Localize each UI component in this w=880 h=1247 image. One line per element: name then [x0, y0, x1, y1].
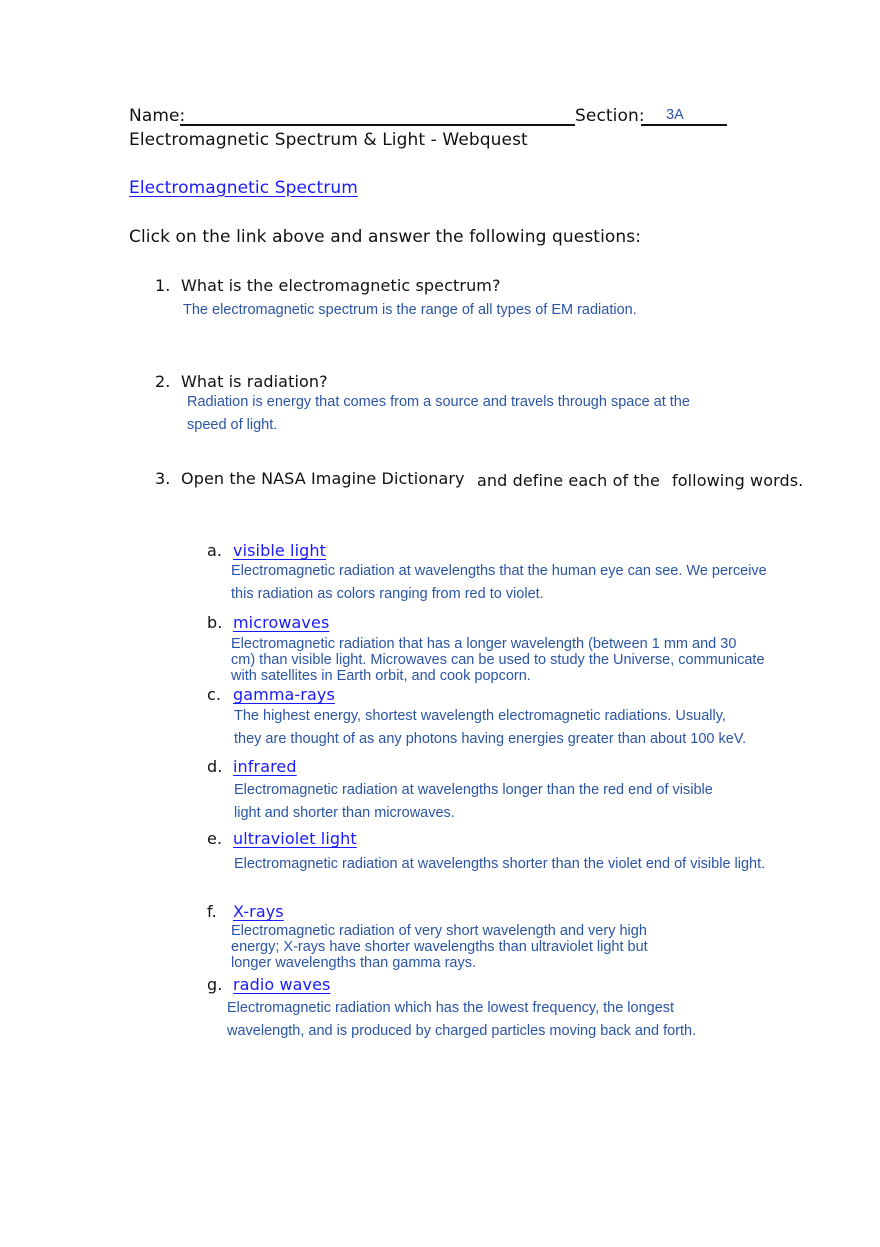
answer-line: speed of light. [187, 417, 278, 433]
section-label: Section: [575, 106, 645, 126]
term-e-definition[interactable] [234, 853, 765, 876]
section-value: 3A [666, 107, 684, 123]
term-d-letter: d. [207, 757, 223, 776]
question-2-text: What is radiation? [181, 372, 328, 391]
definition-line: with satellites in Earth orbit, and cook popcorn. [231, 668, 531, 684]
question-3-text-a: Open the NASA Imagine Dictionary [181, 469, 465, 488]
term-ultraviolet-light-link[interactable]: ultraviolet light [233, 829, 357, 848]
section-line [641, 124, 727, 126]
term-gamma-rays-link[interactable]: gamma-rays [233, 685, 335, 704]
term-microwaves-link[interactable]: microwaves [233, 613, 330, 632]
term-f-definition[interactable] [231, 923, 648, 971]
term-d-definition[interactable] [234, 779, 713, 825]
definition-line: cm) than visible light. Microwaves can be used to study the Universe, communicate [231, 652, 765, 668]
definition-line: energy; X-rays have shorter wavelengths than ultraviolet light but [231, 939, 648, 955]
question-1-number: 1. [155, 276, 171, 295]
question-3-text-c: following words. [672, 471, 804, 490]
electromagnetic-spectrum-link[interactable]: Electromagnetic Spectrum [129, 178, 358, 198]
term-a-letter: a. [207, 541, 223, 560]
question-3-number: 3. [155, 469, 171, 488]
term-e-letter: e. [207, 829, 223, 848]
definition-line: longer wavelengths than gamma rays. [231, 955, 477, 971]
instruction-text: Click on the link above and answer the following questions: [129, 227, 642, 247]
page-title: Electromagnetic Spectrum & Light - Webquest [129, 130, 528, 150]
definition-line: this radiation as colors ranging from red to violet. [231, 586, 544, 602]
term-infrared-link[interactable]: infrared [233, 757, 297, 776]
term-visible-light-link[interactable]: visible light [233, 541, 326, 560]
answer-line: Radiation is energy that comes from a source and travels through space at the [187, 394, 690, 410]
definition-line: Electromagnetic radiation at wavelengths that the human eye can see. We perceive [231, 563, 767, 579]
definition-line: light and shorter than microwaves. [234, 805, 455, 821]
definition-line: wavelength, and is produced by charged particles moving back and forth. [227, 1023, 697, 1039]
name-line [180, 124, 575, 126]
term-x-rays-link[interactable]: X-rays [233, 902, 284, 921]
term-c-letter: c. [207, 685, 222, 704]
term-g-letter: g. [207, 975, 223, 994]
question-1-answer[interactable]: The electromagnetic spectrum is the range of all types of EM radiation. [183, 302, 637, 318]
question-2-answer[interactable] [187, 391, 690, 437]
definition-line: Electromagnetic radiation that has a longer wavelength (between 1 mm and 30 [231, 636, 737, 652]
term-g-definition[interactable] [227, 997, 696, 1043]
term-b-letter: b. [207, 613, 223, 632]
name-label: Name: [129, 106, 186, 126]
term-a-definition[interactable] [231, 560, 767, 606]
term-c-definition[interactable] [234, 705, 746, 751]
definition-line: Electromagnetic radiation of very short wavelength and very high [231, 923, 647, 939]
term-f-letter: f. [207, 902, 217, 921]
question-2-number: 2. [155, 372, 171, 391]
definition-line: they are thought of as any photons having energies greater than about 100 keV. [234, 731, 747, 747]
question-1-text: What is the electromagnetic spectrum? [181, 276, 501, 295]
definition-line: Electromagnetic radiation which has the lowest frequency, the longest [227, 1000, 675, 1016]
definition-line: The highest energy, shortest wavelength electromagnetic radiations. Usually, [234, 708, 726, 724]
definition-line: Electromagnetic radiation at wavelengths shorter than the violet end of visible light. [234, 856, 766, 872]
term-radio-waves-link[interactable]: radio waves [233, 975, 331, 994]
term-b-definition[interactable] [231, 636, 765, 684]
question-3-text-b: and define each of the [477, 471, 660, 490]
definition-line: Electromagnetic radiation at wavelengths longer than the red end of visible [234, 782, 713, 798]
